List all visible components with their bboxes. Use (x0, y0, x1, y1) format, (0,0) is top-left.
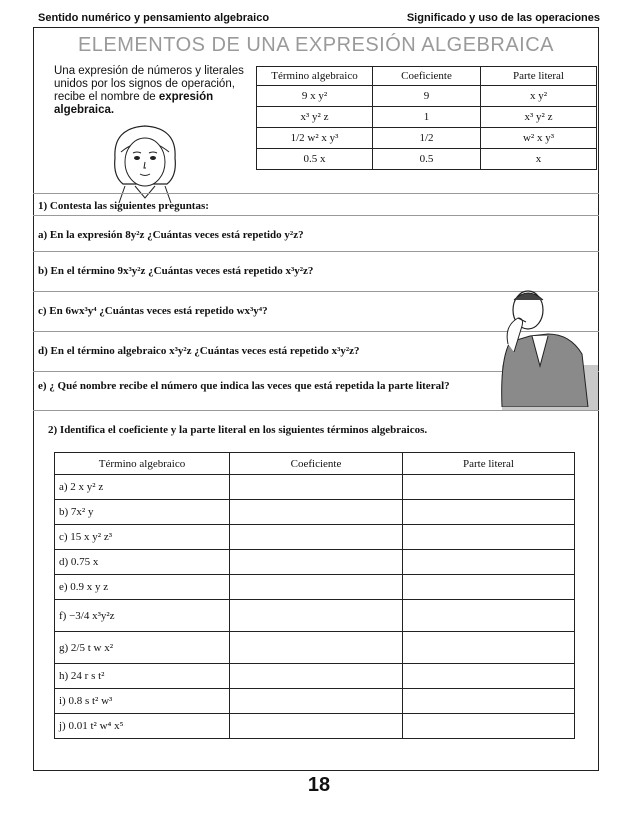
intro-text: Una expresión de números y literales unidos por los signos de operación, recibe el nombre de (54, 65, 244, 103)
exercise-header-term: Término algebraico (55, 453, 230, 475)
table-row (55, 550, 575, 575)
question-a: a) En la expresión 8y²z ¿Cuántas veces está repetido y²z? (38, 229, 304, 241)
example-coefficient: 9 (373, 86, 481, 107)
coefficient-answer-cell[interactable] (230, 600, 403, 632)
question-b: b) En el término 9x³y²z ¿Cuántas veces está repetido x³y²z? (38, 265, 314, 277)
example-literal: x y² (481, 86, 597, 107)
intro-paragraph (54, 65, 244, 117)
table-row (55, 600, 575, 632)
exercise-header-coefficient: Coeficiente (230, 453, 403, 475)
example-coefficient: 0.5 (373, 149, 481, 170)
table-row (55, 714, 575, 739)
literal-answer-cell[interactable] (403, 500, 575, 525)
exercise-term: j) 0.01 t² w⁴ x⁵ (55, 714, 230, 739)
exercise-term: d) 0.75 x (55, 550, 230, 575)
example-coefficient: 1/2 (373, 128, 481, 149)
example-coefficient: 1 (373, 107, 481, 128)
page-number: 18 (307, 774, 331, 796)
exercise-term: g) 2/5 t w x² (55, 632, 230, 664)
coefficient-answer-cell[interactable] (230, 664, 403, 689)
table-row (55, 525, 575, 550)
literal-answer-cell[interactable] (403, 575, 575, 600)
exercise-term: c) 15 x y² z³ (55, 525, 230, 550)
coefficient-answer-cell[interactable] (230, 550, 403, 575)
table-row (55, 689, 575, 714)
literal-answer-cell[interactable] (403, 714, 575, 739)
example-term: 0.5 x (257, 149, 373, 170)
section1-heading: 1) Contesta las siguientes preguntas: (38, 200, 209, 212)
answer-line (33, 251, 599, 252)
table-row (257, 128, 597, 149)
question-e: e) ¿ Qué nombre recibe el número que indica las veces que está repetida la parte literal? (38, 380, 450, 392)
example-header-coefficient: Coeficiente (373, 67, 481, 86)
literal-answer-cell[interactable] (403, 600, 575, 632)
girl-illustration (95, 118, 195, 203)
literal-answer-cell[interactable] (403, 525, 575, 550)
table-row (55, 664, 575, 689)
example-header-term: Término algebraico (257, 67, 373, 86)
header-right: Significado y uso de las operaciones (406, 12, 600, 24)
example-header-literal: Parte literal (481, 67, 597, 86)
divider (33, 410, 599, 411)
table-row (257, 86, 597, 107)
literal-answer-cell[interactable] (403, 632, 575, 664)
exercise-term: a) 2 x y² z (55, 475, 230, 500)
table-row (257, 107, 597, 128)
header-left: Sentido numérico y pensamiento algebraico (38, 12, 270, 24)
coefficient-answer-cell[interactable] (230, 500, 403, 525)
coefficient-answer-cell[interactable] (230, 689, 403, 714)
example-literal: w² x y³ (481, 128, 597, 149)
exercise-term: b) 7x² y (55, 500, 230, 525)
exercise-header-literal: Parte literal (403, 453, 575, 475)
literal-answer-cell[interactable] (403, 550, 575, 575)
intro-bold-term: expresión algebraica. (54, 91, 214, 116)
table-row (55, 632, 575, 664)
literal-answer-cell[interactable] (403, 664, 575, 689)
exercise-term: e) 0.9 x y z (55, 575, 230, 600)
example-literal: x (481, 149, 597, 170)
literal-answer-cell[interactable] (403, 689, 575, 714)
example-term: 9 x y² (257, 86, 373, 107)
coefficient-answer-cell[interactable] (230, 475, 403, 500)
table-row (55, 500, 575, 525)
thinking-man-illustration (470, 282, 598, 407)
coefficient-answer-cell[interactable] (230, 525, 403, 550)
page-title: ELEMENTOS DE UNA EXPRESIÓN ALGEBRAICA (77, 34, 555, 56)
coefficient-answer-cell[interactable] (230, 575, 403, 600)
section2-heading: 2) Identifica el coeficiente y la parte literal en los siguientes términos algebraicos. (48, 424, 428, 436)
exercise-term: f) −3/4 x³y²z (55, 600, 230, 632)
divider (33, 193, 599, 194)
literal-answer-cell[interactable] (403, 475, 575, 500)
example-term: 1/2 w² x y³ (257, 128, 373, 149)
table-row (55, 575, 575, 600)
exercise-term: i) 0.8 s t² w³ (55, 689, 230, 714)
question-c: c) En 6wx³y⁴ ¿Cuántas veces está repetido wx³y⁴? (38, 305, 268, 317)
coefficient-answer-cell[interactable] (230, 632, 403, 664)
exercise-table (54, 452, 575, 739)
table-row (55, 475, 575, 500)
divider (33, 215, 599, 216)
coefficient-answer-cell[interactable] (230, 714, 403, 739)
table-row (257, 149, 597, 170)
example-table (256, 66, 597, 170)
question-d: d) En el término algebraico x³y²z ¿Cuántas veces está repetido x³y²z? (38, 345, 360, 357)
exercise-term: h) 24 r s t² (55, 664, 230, 689)
example-literal: x³ y² z (481, 107, 597, 128)
example-term: x³ y² z (257, 107, 373, 128)
